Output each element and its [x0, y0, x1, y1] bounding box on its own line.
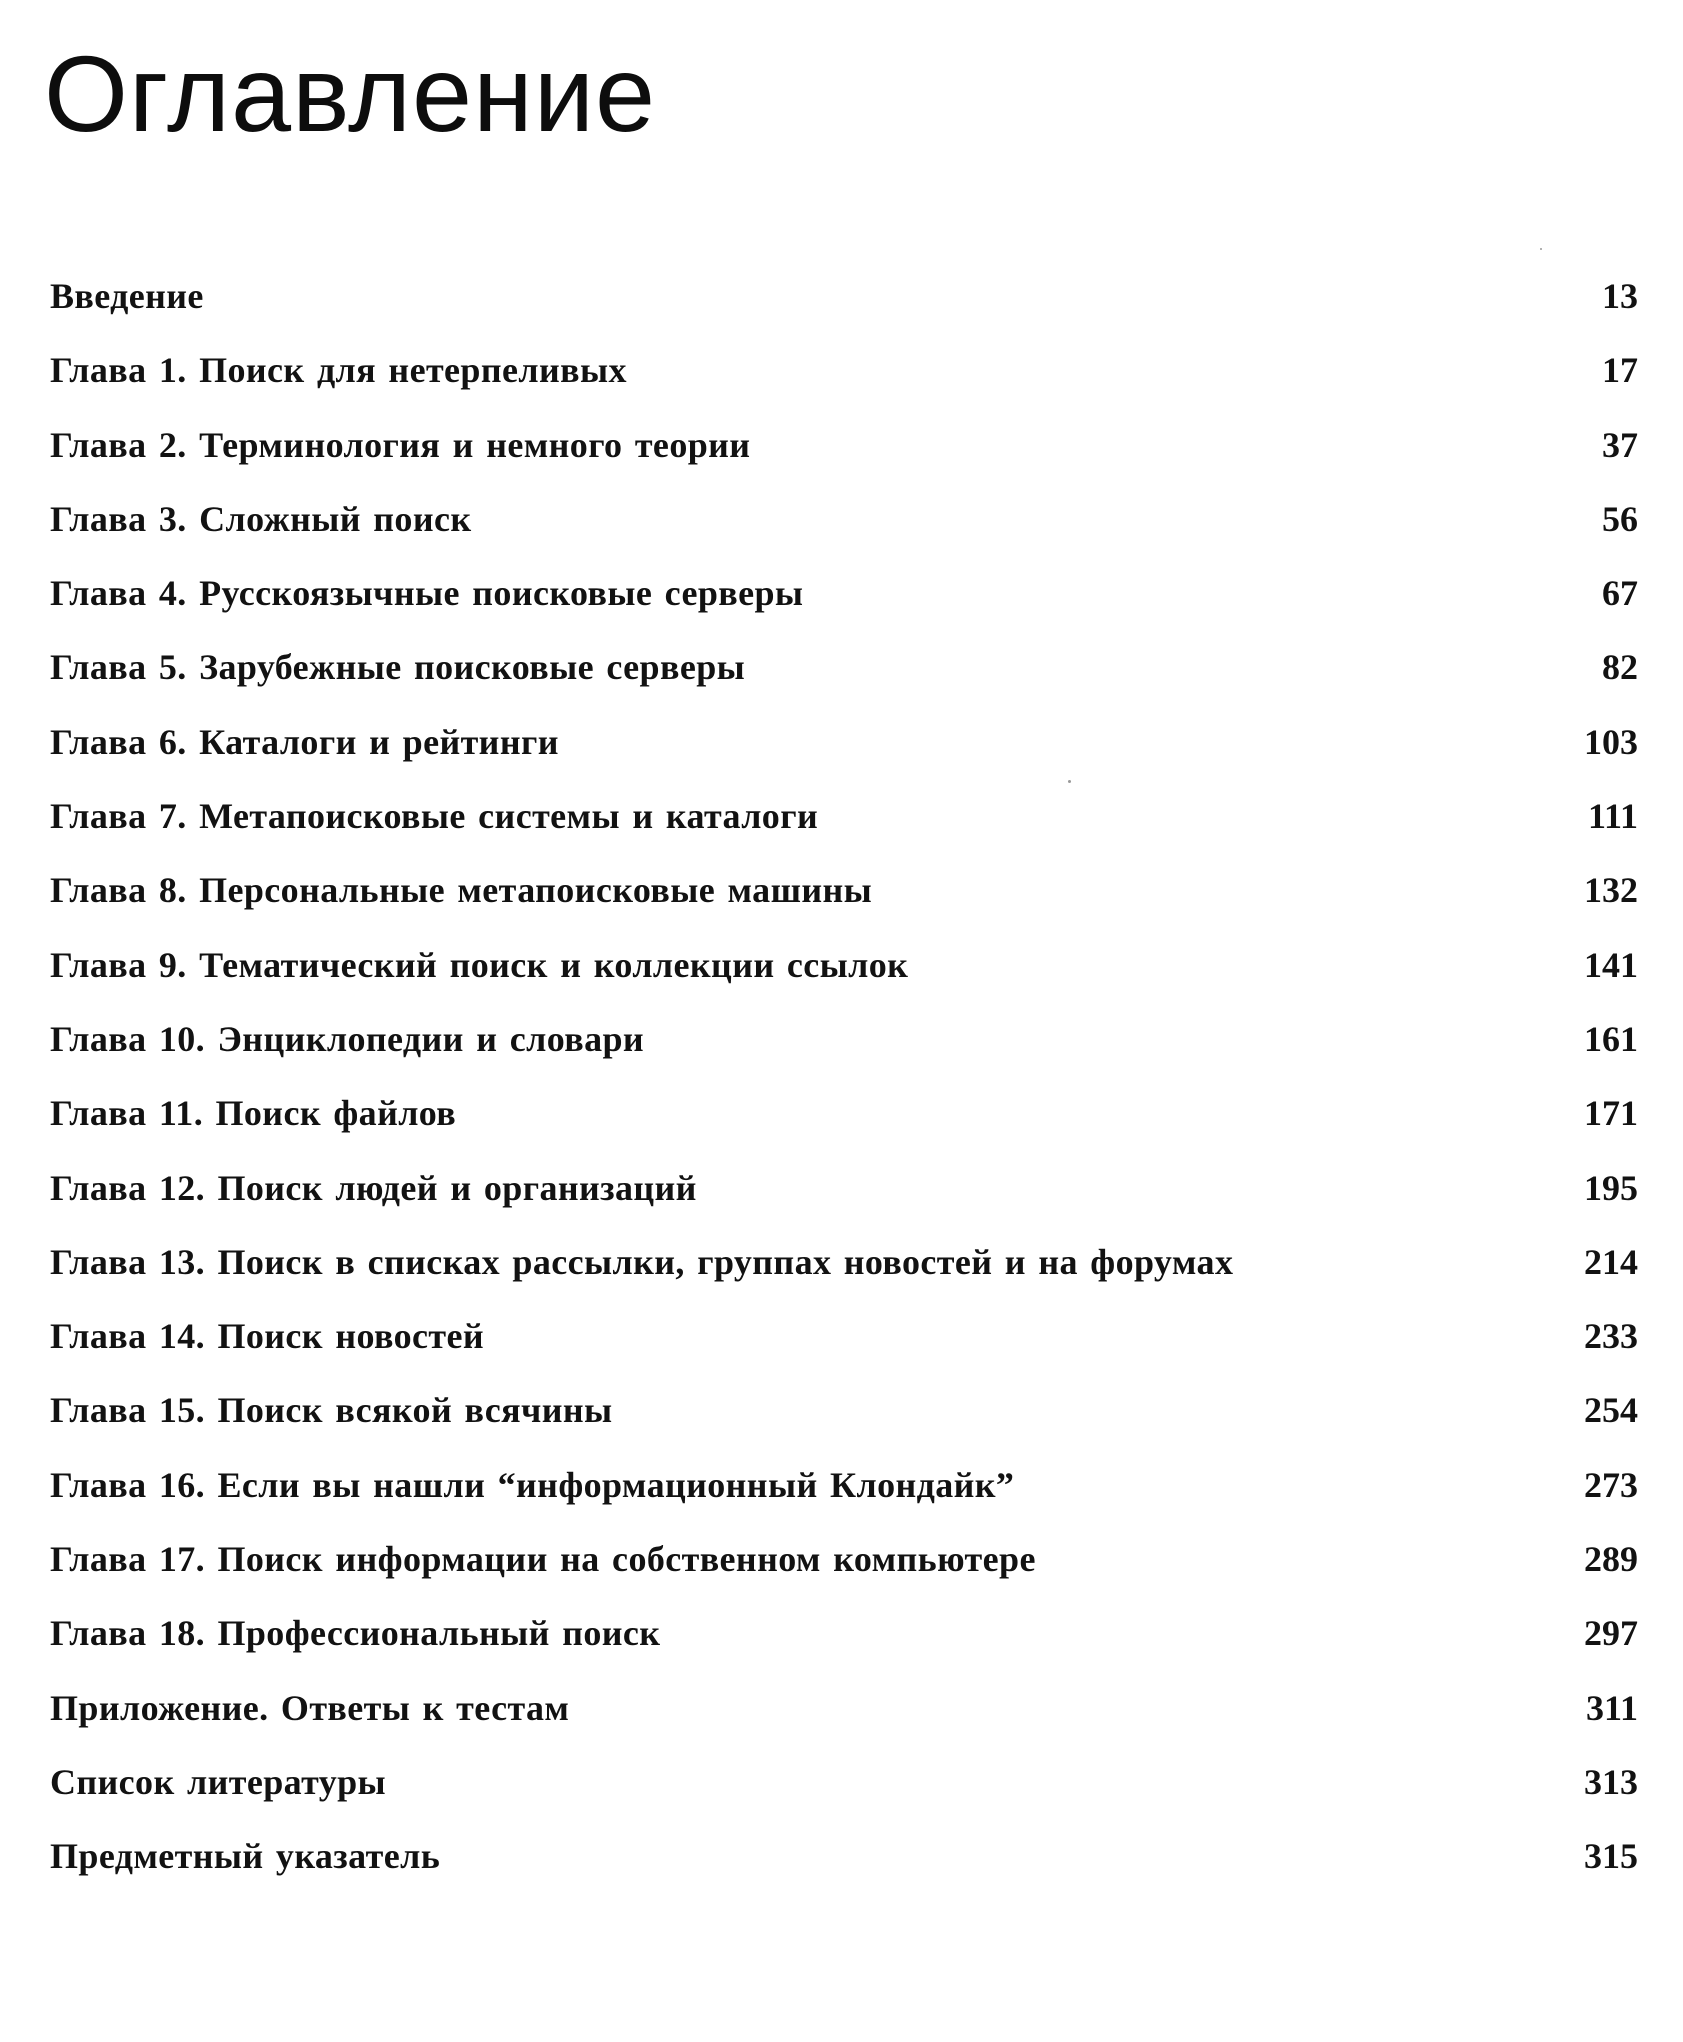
toc-entry-page-number: 67 — [1602, 573, 1638, 614]
toc-entry-title: Глава 18. Профессиональный поиск — [50, 1613, 661, 1654]
toc-entry-page-number: 37 — [1602, 424, 1638, 465]
toc-entry-page-number: 13 — [1602, 276, 1638, 316]
toc-entry — [50, 572, 1638, 646]
toc-entry-page-number: 313 — [1584, 1761, 1638, 1802]
toc-entry-page-number: 311 — [1585, 1687, 1638, 1728]
toc-entry — [50, 1538, 1638, 1612]
toc-entry — [50, 1092, 1638, 1166]
toc-entry-title: Глава 15. Поиск всякой всячины — [50, 1390, 613, 1431]
page-title: Оглавление — [44, 33, 657, 154]
toc-entry-page-number: 111 — [1587, 796, 1638, 837]
toc-entry-page-number: 141 — [1584, 944, 1638, 985]
toc-entry — [50, 1018, 1638, 1092]
toc-entry — [50, 944, 1638, 1018]
toc-entry-title: Глава 7. Метапоисковые системы и каталоги — [50, 796, 819, 837]
scan-speck — [1540, 248, 1542, 250]
toc-entry — [50, 1835, 1638, 1909]
toc-entry — [50, 1612, 1638, 1686]
toc-entry-title: Глава 8. Персональные метапоисковые машины — [50, 870, 873, 911]
toc-entry — [50, 1464, 1638, 1538]
toc-entry — [50, 275, 1638, 349]
toc-entry-title: Глава 13. Поиск в списках рассылки, группах новостей и на форумах — [50, 1241, 1234, 1282]
toc-entry — [50, 1167, 1638, 1241]
toc-entry-title: Глава 10. Энциклопедии и словари — [50, 1018, 645, 1059]
toc-entry-title: Глава 1. Поиск для нетерпеливых — [50, 350, 627, 391]
toc-entry-title: Глава 3. Сложный поиск — [50, 498, 472, 539]
toc-entry-page-number: 17 — [1602, 350, 1638, 391]
toc-entry-title: Предметный указатель — [50, 1836, 441, 1877]
toc-entry — [50, 498, 1638, 572]
toc-entry-title: Список литературы — [50, 1761, 387, 1802]
toc-entry-page-number: 56 — [1602, 498, 1638, 539]
toc-entry-page-number: 297 — [1584, 1613, 1638, 1654]
toc-entry-page-number: 214 — [1584, 1241, 1638, 1282]
toc-entry-page-number: 195 — [1584, 1167, 1638, 1208]
toc-entry-page-number: 233 — [1584, 1316, 1638, 1357]
toc-entry-title: Приложение. Ответы к тестам — [50, 1687, 570, 1728]
toc-entry-page-number: 103 — [1584, 721, 1638, 762]
toc-entry-page-number: 82 — [1602, 647, 1638, 688]
toc-entry — [50, 349, 1638, 423]
toc-entry-title: Глава 2. Терминология и немного теории — [50, 424, 751, 465]
toc-entry — [50, 869, 1638, 943]
toc-entry — [50, 721, 1638, 795]
toc-entry-page-number: 273 — [1584, 1464, 1638, 1505]
toc-entry — [50, 1241, 1638, 1315]
toc-entry — [50, 1761, 1638, 1835]
toc-entry — [50, 1315, 1638, 1389]
toc-entry-page-number: 289 — [1584, 1539, 1638, 1580]
toc-entry-title: Глава 14. Поиск новостей — [50, 1316, 484, 1357]
toc-entry-title: Глава 4. Русскоязычные поисковые серверы — [50, 573, 804, 614]
toc-entry — [50, 795, 1638, 869]
toc-entry — [50, 424, 1638, 498]
toc-entry-title: Глава 16. Если вы нашли “информационный Клондайк” — [50, 1464, 1015, 1505]
table-of-contents — [50, 275, 1638, 1910]
toc-entry — [50, 646, 1638, 720]
scan-speck — [1068, 780, 1071, 783]
toc-entry — [50, 1687, 1638, 1761]
toc-entry-title: Глава 9. Тематический поиск и коллекции ссылок — [50, 944, 909, 985]
toc-entry-title: Введение — [50, 276, 204, 316]
toc-entry-title: Глава 6. Каталоги и рейтинги — [50, 721, 559, 762]
toc-entry-title: Глава 17. Поиск информации на собственном компьютере — [50, 1539, 1036, 1580]
toc-entry-page-number: 315 — [1584, 1836, 1638, 1877]
toc-entry-title: Глава 11. Поиск файлов — [50, 1093, 457, 1134]
toc-entry — [50, 1389, 1638, 1463]
toc-entry-page-number: 161 — [1584, 1018, 1638, 1059]
toc-entry-page-number: 254 — [1584, 1390, 1638, 1431]
toc-entry-page-number: 171 — [1584, 1093, 1638, 1134]
toc-entry-page-number: 132 — [1584, 870, 1638, 911]
toc-entry-title: Глава 5. Зарубежные поисковые серверы — [50, 647, 746, 688]
toc-entry-title: Глава 12. Поиск людей и организаций — [50, 1167, 697, 1208]
